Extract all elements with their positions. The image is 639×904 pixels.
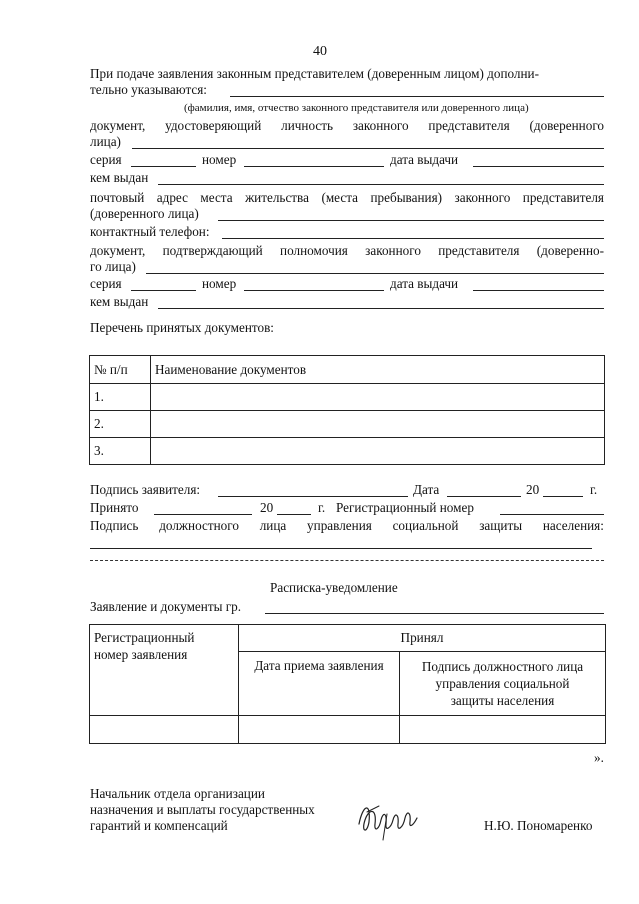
reg-number-line[interactable] (500, 514, 604, 515)
reg-number-label: Регистрационный номер (336, 500, 474, 515)
date-label: Дата (413, 482, 440, 497)
fio-hint: (фамилия, имя, отчество законного представителя или доверенного лица) (184, 102, 529, 114)
cut-line (90, 560, 604, 561)
word: лица (259, 518, 287, 533)
phone-label: контактный телефон: (90, 224, 210, 239)
position-line3: гарантий и компенсаций (90, 818, 228, 833)
seria2-label: серия (90, 276, 122, 291)
row-doc-name[interactable] (151, 384, 605, 411)
word: должностного (159, 518, 239, 533)
closing-quote: ». (594, 750, 604, 765)
sign-header-line2: управления социальной (435, 676, 570, 691)
nomer-label: номер (202, 152, 237, 167)
rep-intro-line1 (90, 66, 604, 82)
receipt-date-cell[interactable] (239, 716, 400, 744)
applicant-signature-label: Подпись заявителя: (90, 482, 201, 497)
receipt-title: Расписка-уведомление (270, 580, 398, 595)
receipt-date-header: Дата приема заявления (239, 652, 400, 716)
issue-date-field-line[interactable] (473, 166, 604, 167)
reg-header-line1: Регистрационный (94, 630, 195, 645)
accepted-year-line[interactable] (277, 514, 311, 515)
accepted-header: Принял (239, 625, 606, 652)
reg-number-header (90, 625, 239, 716)
header-name: Наименование документов (151, 356, 605, 384)
date-field-line[interactable] (447, 496, 521, 497)
sign-header-line1: Подпись должностного лица (421, 659, 584, 674)
header-num: № п/п (90, 356, 151, 384)
docs-table (89, 355, 605, 465)
table-row[interactable] (90, 716, 606, 744)
issue-date-label: дата выдачи (390, 152, 459, 167)
applicant-signature-line[interactable] (218, 496, 408, 497)
nomer-field-line[interactable] (244, 166, 384, 167)
word: управления (307, 518, 372, 533)
nomer2-field-line[interactable] (244, 290, 384, 291)
table-row[interactable] (90, 384, 605, 411)
id-doc-field-line[interactable] (132, 148, 604, 149)
year-prefix: 20 (526, 482, 540, 497)
receipt-table (89, 624, 606, 744)
accepted-year-suffix: г. (318, 500, 326, 515)
table-row[interactable] (90, 411, 605, 438)
row-num: 2. (90, 411, 151, 438)
address-line2: (доверенного лица) (90, 206, 199, 221)
official-signature-line[interactable] (90, 548, 592, 549)
table-row[interactable] (90, 438, 605, 465)
word: социальной (392, 518, 459, 533)
handwritten-signature (353, 794, 423, 846)
position-line1: Начальник отдела организации (90, 786, 265, 801)
seria2-field-line[interactable] (131, 290, 196, 291)
authority-doc-line2: го лица) (90, 259, 136, 274)
address-field-line[interactable] (218, 220, 604, 221)
year-suffix: г. (590, 482, 598, 497)
receipt-sign-cell[interactable] (400, 716, 606, 744)
authority-doc-field-line[interactable] (146, 273, 604, 274)
word: населения: (542, 518, 604, 533)
issued-by-label: кем выдан (90, 170, 149, 185)
seria-field-line[interactable] (131, 166, 196, 167)
address-line1: почтовый адрес места жительства (места пребывания) законного представителя (90, 190, 604, 205)
nomer2-label: номер (202, 276, 237, 291)
word: Подпись (90, 518, 139, 533)
signatory-name: Н.Ю. Пономаренко (484, 818, 593, 833)
authority-doc-line1: документ, подтверждающий полномочия законного представителя (доверенно- (90, 243, 604, 258)
row-doc-name[interactable] (151, 411, 605, 438)
row-num: 3. (90, 438, 151, 465)
year-field-line[interactable] (543, 496, 583, 497)
receipt-reg-cell[interactable] (90, 716, 239, 744)
id-doc-line2: лица) (90, 134, 121, 149)
issued-by2-field-line[interactable] (158, 308, 604, 309)
official-signature-label (90, 518, 604, 534)
word: защиты (479, 518, 523, 533)
phone-field-line[interactable] (222, 238, 604, 239)
fio-field-line[interactable] (230, 96, 604, 97)
accepted-year-prefix: 20 (260, 500, 274, 515)
issue-date2-label: дата выдачи (390, 276, 459, 291)
row-num: 1. (90, 384, 151, 411)
issue-date2-field-line[interactable] (473, 290, 604, 291)
docs-list-title: Перечень принятых документов: (90, 320, 274, 335)
seria-label: серия (90, 152, 122, 167)
issued-by-field-line[interactable] (158, 184, 604, 185)
official-sign-header (400, 652, 606, 716)
issued-by2-label: кем выдан (90, 294, 149, 309)
row-doc-name[interactable] (151, 438, 605, 465)
id-doc-line1: документ, удостоверяющий личность законного представителя (доверенного (90, 118, 604, 133)
page-number: 40 (313, 44, 327, 59)
receipt-statement: Заявление и документы гр. (90, 599, 242, 614)
sign-header-line3: защиты населения (450, 693, 555, 708)
docs-table-header (90, 356, 605, 384)
rep-intro-line2: тельно указываются: (90, 82, 207, 97)
accepted-date-line[interactable] (154, 514, 252, 515)
accepted-label: Принято (90, 500, 139, 515)
receipt-name-line[interactable] (265, 613, 604, 614)
rep-intro-text: При подаче заявления законным представителем (доверенным лицом) дополни- (90, 66, 540, 81)
reg-header-line2: номер заявления (94, 647, 188, 662)
position-line2: назначения и выплаты государственных (90, 802, 315, 817)
